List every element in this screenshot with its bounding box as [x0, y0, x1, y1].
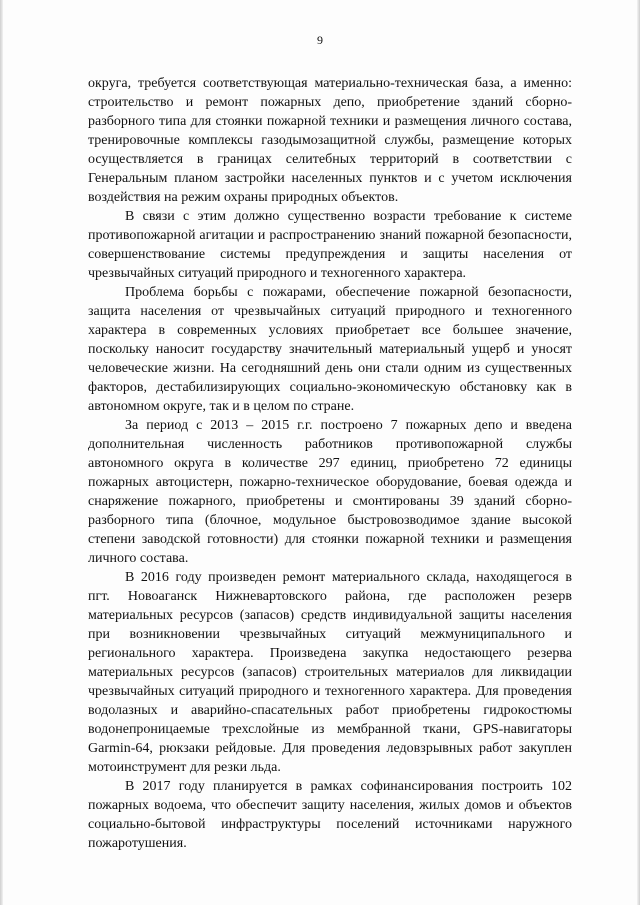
- paragraph-4: За период с 2013 – 2015 г.г. построено 7 пожарных депо и введена дополнительная численность работников противопожарной службы автономного округа в количестве 297 единиц, приобретено 72 единицы пожарных автоцистерн, пожарно-техническое оборудование, боевая одежда и снаряжение пожарного, приобретены и смонтированы 39 зданий сборно-разборного типа (блочное, модульное быстровозводимое здание высокой степени заводской готовности) для стоянки пожарной техники и размещения личного состава.: [88, 418, 572, 566]
- paragraph-6: В 2017 году планируется в рамках софинансирования построить 102 пожарных водоема, что обеспечит защиту населения, жилых домов и объектов социально-бытовой инфраструктуры поселений источниками наружного пожаротушения.: [88, 779, 572, 851]
- page-number: 9: [317, 33, 323, 47]
- paragraph-2: В связи с этим должно существенно возрасти требование к системе противопожарной агитации и распространению знаний пожарной безопасности, совершенствование системы предупреждения и защиты населения от чрезвычайных ситуаций природного и техногенного характера.: [88, 209, 572, 281]
- body-text: [88, 74, 572, 853]
- paragraph-5: В 2016 году произведен ремонт материального склада, находящегося в пгт. Новоаганск Нижневартовского района, где расположен резерв материальных ресурсов (запасов) средств индивидуальной защиты населения при возникновении чрезвычайных ситуаций межмуниципального и регионального характера. Произведена закупка недостающего резерва материальных ресурсов (запасов) строительных материалов для ликвидации чрезвычайных ситуаций природного и техногенного характера. Для проведения водолазных и аварийно-спасательных работ приобретены гидрокостюмы водонепроницаемые трехслойные из мембранной ткани, GPS-навигаторы Garmin-64, рюкзаки рейдовые. Для проведения ледовзрывных работ закуплен мотоинструмент для резки льда.: [88, 570, 572, 775]
- paragraph-3: Проблема борьбы с пожарами, обеспечение пожарной безопасности, защита населения от чрезвычайных ситуаций природного и техногенного характера в современных условиях приобретает все большее значение, поскольку наносит государству значительный материальный ущерб и уносят человеческие жизни. На сегодняшний день они стали одним из существенных факторов, дестабилизирующих социально-экономическую обстановку как в автономном округе, так и в целом по стране.: [88, 285, 572, 414]
- paragraph-1: округа, требуется соответствующая материально-техническая база, а именно: строительство и ремонт пожарных депо, приобретение зданий сборно-разборного типа для стоянки пожарной техники и размещения личного состава, тренировочные комплексы газодымозащитной службы, размещение которых осуществляется в границах селитебных территорий в соответствии с Генеральным планом застройки населенных пунктов и с учетом исключения воздействия на режим охраны природных объектов.: [88, 76, 572, 205]
- scan-edge-left: [0, 0, 3, 905]
